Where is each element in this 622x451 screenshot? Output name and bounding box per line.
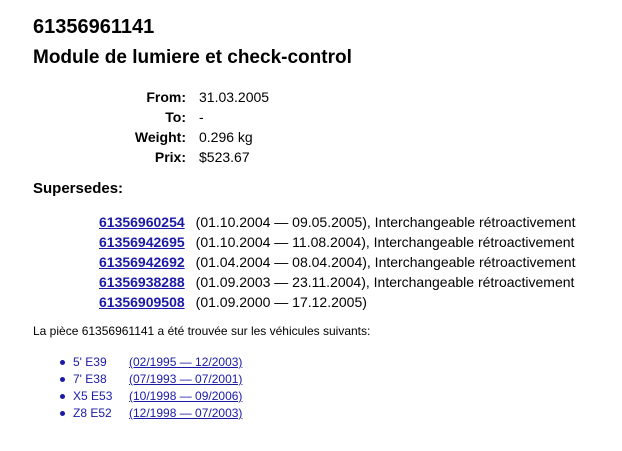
superseded-period: (01.04.2004 — 08.04.2004), Interchangeable rétroactivement: [195, 254, 576, 270]
supersedes-row: [33, 252, 575, 272]
info-label: Prix:: [154, 149, 186, 165]
vehicle-list-item: [59, 371, 242, 388]
superseded-part-link[interactable]: 61356960254: [99, 214, 185, 230]
info-label: To:: [165, 109, 186, 125]
info-value: 0.296 kg: [199, 129, 253, 145]
info-value: -: [199, 109, 204, 125]
bullet-icon: [60, 411, 65, 416]
found-on-vehicles-text: La pièce 61356961141 a été trouvée sur les véhicules suivants:: [33, 324, 371, 338]
superseded-part-link[interactable]: 61356942692: [99, 254, 185, 270]
bullet-icon: [60, 377, 65, 382]
info-row-price: [33, 147, 269, 167]
vehicle-model: Z8 E52: [73, 406, 112, 420]
superseded-period: (01.10.2004 — 11.08.2004), Interchangeable rétroactivement: [195, 234, 575, 250]
vehicle-range: (02/1995 — 12/2003): [129, 355, 243, 369]
supersedes-row: [33, 232, 575, 252]
vehicle-list: [59, 354, 242, 422]
vehicle-link[interactable]: [73, 355, 242, 369]
info-row-weight: [33, 127, 269, 147]
supersedes-row: [33, 272, 575, 292]
vehicle-list-item: [59, 354, 242, 371]
vehicle-list-item: [59, 388, 242, 405]
vehicle-model: 7' E38: [73, 372, 107, 386]
superseded-period: (01.09.2003 — 23.11.2004), Interchangeable rétroactivement: [195, 274, 575, 290]
vehicle-link[interactable]: [73, 372, 242, 386]
superseded-part-link[interactable]: 61356909508: [99, 294, 185, 310]
info-row-to: [33, 107, 269, 127]
info-label: Weight:: [134, 129, 186, 145]
vehicle-link[interactable]: [73, 389, 242, 403]
superseded-part-link[interactable]: 61356938288: [99, 274, 185, 290]
bullet-icon: [60, 360, 65, 365]
vehicle-model: 5' E39: [73, 355, 107, 369]
part-number-heading: 61356961141: [33, 16, 155, 38]
vehicle-model: X5 E53: [73, 389, 113, 403]
supersedes-table: [33, 212, 575, 312]
supersedes-row: [33, 212, 575, 232]
vehicle-list-item: [59, 405, 242, 422]
supersedes-heading: Supersedes:: [33, 180, 124, 197]
info-value: $523.67: [199, 149, 250, 165]
part-info-table: [33, 87, 269, 167]
vehicle-range: (10/1998 — 09/2006): [129, 389, 243, 403]
info-value: 31.03.2005: [199, 89, 270, 105]
info-label: From:: [146, 89, 186, 105]
vehicle-range: (12/1998 — 07/2003): [129, 406, 243, 420]
vehicle-range: (07/1993 — 07/2001): [129, 372, 243, 386]
superseded-period: (01.09.2000 — 17.12.2005): [195, 294, 367, 310]
part-title-heading: Module de lumiere et check-control: [33, 47, 352, 68]
vehicle-link[interactable]: [73, 406, 242, 420]
bullet-icon: [60, 394, 65, 399]
superseded-part-link[interactable]: 61356942695: [99, 234, 185, 250]
superseded-period: (01.10.2004 — 09.05.2005), Interchangeable rétroactivement: [195, 214, 576, 230]
supersedes-row: [33, 292, 575, 312]
info-row-from: [33, 87, 269, 107]
